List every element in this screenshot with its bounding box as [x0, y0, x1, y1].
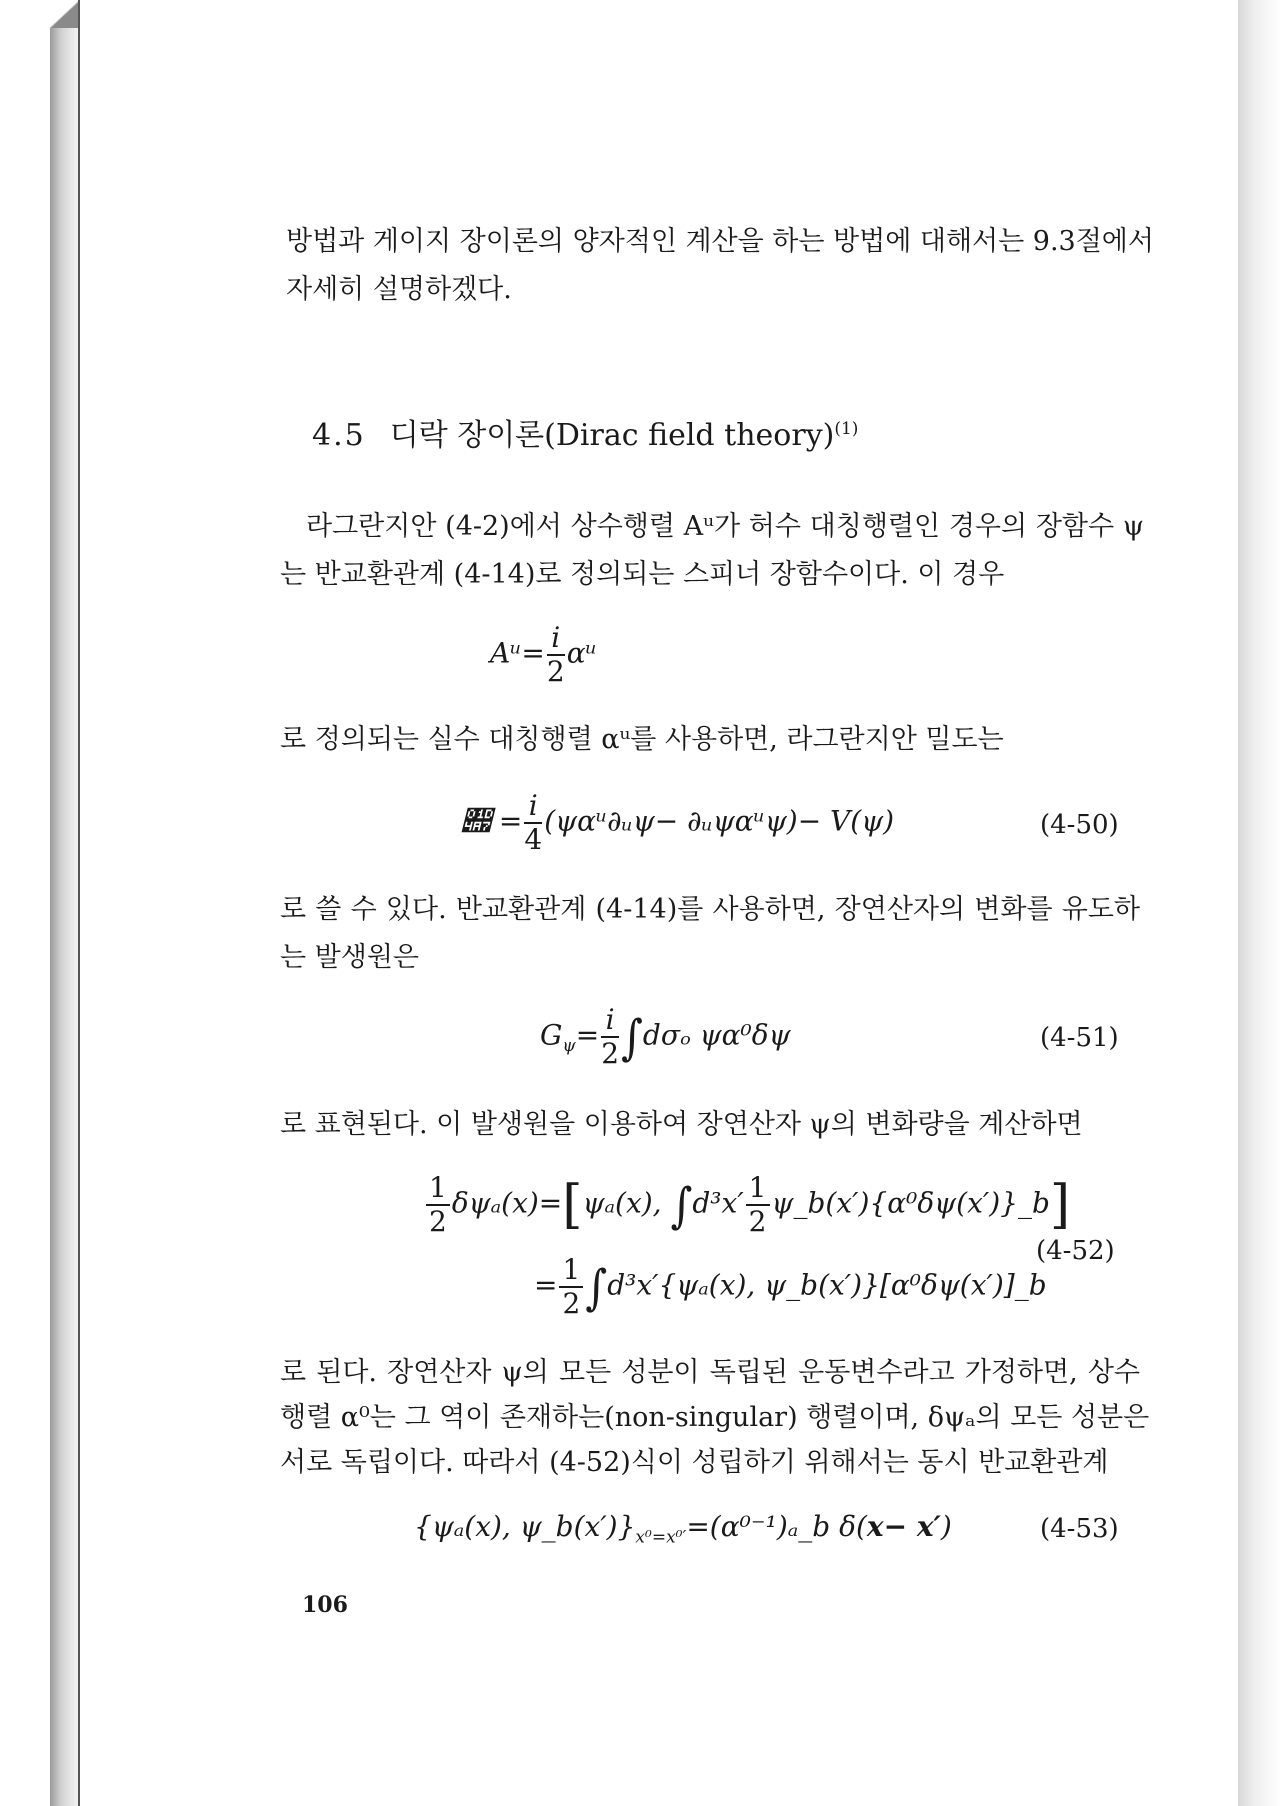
equation-lhs: Aᵘ=	[490, 636, 545, 670]
equation-lhs: {ψₐ(x), ψ_b(x′)}	[414, 1510, 636, 1543]
fraction	[601, 1004, 619, 1070]
equation-term: ψₐ(x),	[582, 1186, 671, 1220]
equation-rhs: (ψαᵘ∂ᵤψ− ∂ᵤψαᵘψ)− V(ψ)	[544, 804, 895, 838]
equation-number: (4-50)	[1040, 810, 1119, 840]
equation-4-50	[462, 790, 894, 856]
section-number: 4.5	[312, 418, 366, 453]
paragraph-line: 는 반교환관계 (4-14)로 정의되는 스피너 장함수이다. 이 경우	[280, 559, 1005, 590]
fraction-denominator: 2	[601, 1037, 620, 1070]
section-reference: (1)	[834, 419, 859, 439]
fraction-denominator: 2	[546, 655, 565, 688]
equation-lhs: G	[540, 1018, 563, 1052]
fraction-denominator: 2	[562, 1287, 581, 1320]
equation-term: ψ_b(x′){α⁰δψ(x′)}_b	[771, 1186, 1050, 1220]
fraction-numerator: i	[551, 621, 561, 654]
fraction-numerator: 1	[746, 1172, 770, 1206]
equation-rhs: dσₒ ψα⁰δψ	[642, 1018, 791, 1052]
integral-sign: ∫	[670, 1176, 693, 1234]
fraction	[426, 1172, 450, 1238]
fraction-denominator: 2	[748, 1205, 767, 1238]
equation-rhs: =(α⁰⁻¹)ₐ_b δ(	[686, 1510, 867, 1543]
integral-sign: ∫	[585, 1258, 608, 1316]
paragraph-line: 로 된다. 장연산자 ψ의 모든 성분이 독립된 운동변수라고 가정하면, 상수	[280, 1357, 1140, 1388]
close-bracket: ]	[1049, 1175, 1071, 1235]
integral-sign: ∫	[621, 1008, 643, 1066]
book-spine	[50, 0, 80, 1806]
close-paren: )	[940, 1510, 952, 1543]
equation-rhs: αᵘ	[566, 636, 597, 670]
equals-sign: =	[534, 1268, 558, 1302]
book-corner	[50, 0, 80, 28]
equation-lhs: δψₐ(x)=	[451, 1186, 563, 1220]
fraction-numerator: i	[528, 789, 538, 822]
paragraph-line: 로 쓸 수 있다. 반교환관계 (4-14)를 사용하면, 장연산자의 변화를 유도하	[280, 894, 1140, 925]
page-edge-shadow	[1238, 0, 1281, 1806]
paragraph-line: 는 발생원은	[280, 942, 419, 973]
equation-term: d³x′	[692, 1186, 744, 1220]
fraction-denominator: 4	[524, 823, 543, 856]
equation-number: (4-51)	[1040, 1023, 1119, 1053]
section-heading	[312, 410, 858, 454]
paragraph-line: 서로 독립이다. 따라서 (4-52)식이 성립하기 위해서는 동시 반교환관계	[280, 1447, 1109, 1478]
equation-4-52-line2	[534, 1254, 1047, 1320]
equation-lhs: 𝒧 =	[462, 804, 523, 838]
subscript: x⁰=x⁰′	[635, 1527, 687, 1548]
section-title: 디락 장이론(Dirac field theory)	[389, 418, 835, 453]
equation-4-52-line1	[424, 1172, 1070, 1238]
fraction	[559, 1254, 583, 1320]
equals-sign: =	[575, 1018, 600, 1052]
equation-bold-term: x− x′	[866, 1510, 941, 1543]
fraction	[547, 622, 565, 688]
fraction	[746, 1172, 770, 1238]
fraction-denominator: 2	[429, 1205, 447, 1238]
paragraph-line: 로 정의되는 실수 대칭행렬 αᵘ를 사용하면, 라그란지안 밀도는	[280, 724, 1004, 755]
equation-number: (4-53)	[1040, 1514, 1119, 1544]
fraction	[524, 790, 542, 856]
paragraph-line: 방법과 게이지 장이론의 양자적인 계산을 하는 방법에 대해서는 9.3절에서	[286, 226, 1154, 257]
subscript: ψ	[562, 1036, 576, 1057]
equation-number: (4-52)	[1036, 1236, 1115, 1266]
fraction-numerator: 1	[559, 1254, 583, 1288]
paragraph-line: 로 표현된다. 이 발생원을 이용하여 장연산자 ψ의 변화량을 계산하면	[280, 1109, 1083, 1140]
equation-A	[490, 622, 597, 688]
equation-4-51	[540, 1004, 791, 1070]
paragraph-line: 라그란지안 (4-2)에서 상수행렬 Aᵘ가 허수 대칭행렬인 경우의 장함수 ψ	[306, 511, 1144, 542]
equation-4-53	[414, 1510, 952, 1548]
fraction-numerator: i	[605, 1003, 615, 1036]
fraction-numerator: 1	[426, 1172, 450, 1206]
open-bracket: [	[562, 1175, 583, 1235]
paragraph-line: 행렬 α⁰는 그 역이 존재하는(non-singular) 행렬이며, δψₐ의 모든 성분은	[280, 1402, 1150, 1433]
paragraph-line: 자세히 설명하겠다.	[286, 274, 512, 305]
page-number: 106	[302, 1592, 348, 1618]
equation-rhs: d³x′{ψₐ(x), ψ_b(x′)}[α⁰δψ(x′)]_b	[607, 1268, 1047, 1302]
